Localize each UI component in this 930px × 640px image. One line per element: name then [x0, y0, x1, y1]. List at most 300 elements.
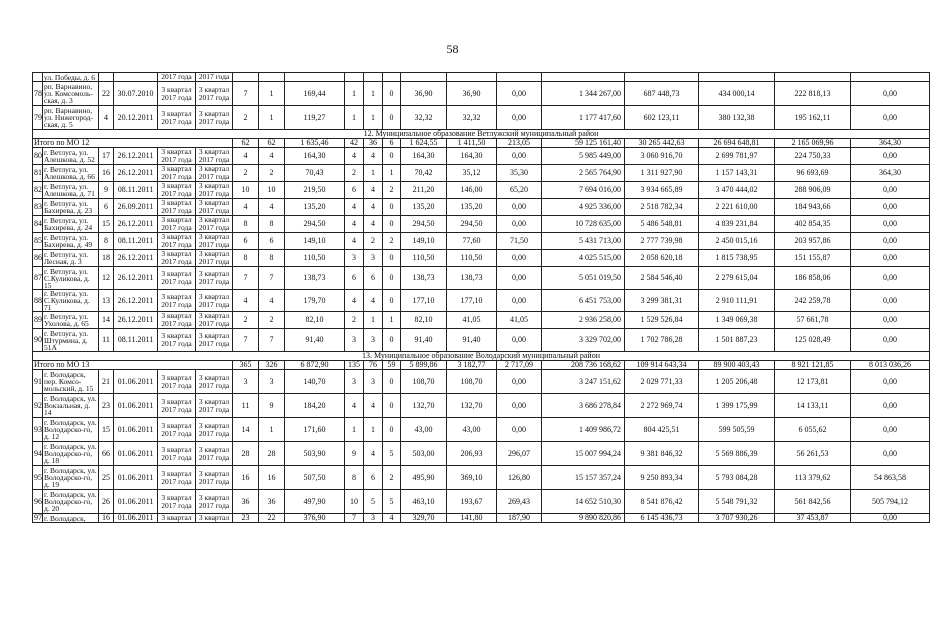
cell-p3: 0	[383, 148, 401, 165]
cell-c2: 36	[259, 490, 285, 514]
cell-s5: 0,00	[851, 267, 930, 290]
cell-s2: 9 250 893,34	[625, 466, 699, 490]
cell-c1: 10	[233, 182, 259, 199]
cell-c1: 2	[233, 106, 259, 130]
cell-addr: г. Ветлуга, ул. С.Куликова, д. 71	[43, 290, 99, 312]
cell-s5: 0,00	[851, 106, 930, 130]
cell-addr: г. Ветлуга, ул. Лесная, д. 3	[43, 250, 99, 267]
cell-empty	[401, 73, 447, 82]
cell-k: 9	[99, 182, 114, 199]
resettlement-table	[32, 72, 930, 523]
cell-s5: 0,00	[851, 514, 930, 523]
cell-s3: 2 699 781,97	[699, 148, 775, 165]
total-c1: 365	[233, 361, 259, 370]
cell-p3: 2	[383, 233, 401, 250]
cell-p1: 3	[345, 250, 364, 267]
cell-s1: 5 431 713,00	[542, 233, 625, 250]
cell-s3: 1 815 738,95	[699, 250, 775, 267]
cell-p2: 1	[364, 106, 383, 130]
cell-p2: 2	[364, 233, 383, 250]
cell-n: 97	[34, 513, 42, 522]
cell-a1: 169,44	[285, 82, 345, 106]
cell-n: 95	[33, 466, 43, 490]
table-row	[33, 418, 930, 442]
cell-n: 82	[33, 182, 43, 199]
table-row	[33, 329, 930, 352]
cell-a3: 41,05	[447, 312, 497, 329]
cell-empty	[775, 73, 851, 82]
table-row	[33, 250, 930, 267]
cell-p1: 6	[345, 182, 364, 199]
cell-k	[99, 73, 114, 82]
cell-s4: 125 028,49	[775, 329, 851, 352]
cell-addr: г. Ветлуга, ул. С.Куликова, д. 15	[43, 267, 99, 290]
cell-s3: 4 839 231,84	[699, 216, 775, 233]
cell-s1: 7 694 016,00	[542, 182, 625, 199]
cell-q1: 3 квартал 2017 года	[158, 233, 196, 250]
cell-q2: 3 квартал 2017 года	[196, 394, 233, 418]
cell-a2: 110,50	[401, 250, 447, 267]
cell-q2: 3 квартал 2017 года	[196, 490, 233, 514]
cell-n: 94	[33, 442, 43, 466]
cell-s1: 1 409 986,72	[542, 418, 625, 442]
cell-c1: 11	[233, 394, 259, 418]
cell-date: 01.06.2011	[114, 466, 158, 490]
cell-n: 80	[33, 148, 43, 165]
cell-s5: 0,00	[851, 394, 930, 418]
total-p3: 59	[383, 361, 401, 370]
cell-q1: 3 квартал 2017 года	[158, 466, 196, 490]
cell-n	[33, 73, 43, 82]
cell-addr: г. Володарск, ул. Володарско-го, д. 18	[44, 442, 97, 465]
cell-q1: 3 квартал 2017 года	[158, 199, 196, 216]
cell-a4: 0,00	[497, 418, 542, 442]
table-row	[33, 73, 930, 82]
total-a4: 213,05	[497, 139, 542, 148]
cell-a3: 135,20	[447, 199, 497, 216]
cell-c2: 3	[259, 370, 285, 394]
cell-p1: 1	[345, 418, 364, 442]
cell-p2: 3	[364, 329, 383, 352]
cell-a4: 0,00	[497, 199, 542, 216]
cell-s4: 37 453,87	[775, 514, 851, 523]
cell-q2: 3 квартал 2017 года	[196, 329, 233, 352]
cell-k: 4	[99, 106, 114, 130]
cell-p1: 3	[345, 329, 364, 352]
cell-p2: 6	[364, 466, 383, 490]
cell-p2: 4	[364, 290, 383, 312]
cell-date: 26.12.2011	[114, 250, 158, 267]
cell-q2: 3 квартал 2017 года	[196, 290, 233, 312]
cell-c1: 4	[233, 199, 259, 216]
cell-n: 85	[33, 233, 43, 250]
cell-a1: 138,73	[285, 267, 345, 290]
cell-s4: 288 906,09	[775, 182, 851, 199]
cell-p2: 3	[364, 250, 383, 267]
cell-s2: 2 058 620,18	[625, 250, 699, 267]
cell-k: 25	[99, 466, 114, 490]
cell-c2: 2	[259, 165, 285, 182]
cell-s1: 1 344 267,00	[542, 82, 625, 106]
cell-c1: 7	[233, 82, 259, 106]
cell-n: 81	[33, 165, 43, 182]
cell-q1: 3 квартал 2017 года	[158, 490, 196, 514]
cell-empty	[345, 73, 364, 82]
cell-s5: 54 863,58	[851, 466, 930, 490]
cell-s3: 5 793 084,28	[699, 466, 775, 490]
cell-c1: 16	[233, 466, 259, 490]
cell-c1: 7	[233, 329, 259, 352]
cell-a2: 32,32	[401, 106, 447, 130]
total-s2: 109 914 643,34	[625, 361, 699, 370]
cell-q1: 3 квартал 2017 года	[158, 329, 196, 352]
cell-date: 01.06.2011	[114, 394, 158, 418]
cell-s2: 3 060 916,70	[625, 148, 699, 165]
cell-a3: 141,80	[447, 514, 497, 523]
cell-s2: 8 541 876,42	[625, 490, 699, 514]
cell-addr: г. Ветлуга, ул. Алешкова, д. 71	[43, 182, 99, 199]
table-row	[33, 312, 930, 329]
cell-addr: г. Володарск, ул. Володарско-го, д. 19	[44, 466, 97, 489]
cell-addr: г. Володарск, ул. Вокзальная, д. 14	[44, 394, 97, 417]
cell-date: 26.12.2011	[114, 216, 158, 233]
cell-k: 8	[99, 233, 114, 250]
total-a3: 3 182,77	[447, 361, 497, 370]
total-p1: 135	[345, 361, 364, 370]
cell-addr: г. Ветлуга, ул. Алешкова, д. 52	[43, 148, 99, 165]
cell-p3: 5	[383, 490, 401, 514]
cell-empty	[383, 73, 401, 82]
cell-s4: 56 261,53	[775, 442, 851, 466]
cell-p3: 0	[383, 199, 401, 216]
total-s5: 8 013 036,26	[851, 361, 930, 370]
cell-p3: 0	[383, 290, 401, 312]
cell-q1: 3 квартал 2017 года	[158, 106, 196, 130]
table-row	[33, 148, 930, 165]
cell-s5: 505 794,12	[851, 490, 930, 514]
cell-a4: 0,00	[497, 106, 542, 130]
cell-s2: 9 381 846,32	[625, 442, 699, 466]
cell-s2: 1 311 927,90	[625, 165, 699, 182]
cell-c1: 36	[233, 490, 259, 514]
cell-c1: 7	[233, 267, 259, 290]
cell-p1: 4	[345, 394, 364, 418]
cell-c2: 10	[259, 182, 285, 199]
cell-a2: 70,42	[401, 165, 447, 182]
cell-s2: 2 029 771,33	[625, 370, 699, 394]
cell-s2: 602 123,11	[625, 106, 699, 130]
cell-n: 87	[33, 267, 43, 290]
cell-a2: 132,70	[401, 394, 447, 418]
total-p2: 76	[364, 361, 383, 370]
cell-s1: 6 451 753,00	[542, 290, 625, 312]
cell-p3: 2	[383, 466, 401, 490]
total-a2: 5 899,86	[401, 361, 447, 370]
cell-s4: 561 842,56	[775, 490, 851, 514]
cell-s2: 1 702 786,28	[625, 329, 699, 352]
cell-s3: 380 132,38	[699, 106, 775, 130]
cell-a1: 140,70	[285, 370, 345, 394]
cell-s4: 6 055,62	[775, 418, 851, 442]
cell-c2: 1	[259, 106, 285, 130]
table-row	[33, 182, 930, 199]
table-row	[33, 233, 930, 250]
cell-date: 08.11.2011	[114, 233, 158, 250]
cell-k: 21	[99, 370, 114, 394]
cell-addr: г. Володарск, пер. Комсо-мольский, д. 15	[43, 370, 99, 394]
cell-date: 26.12.2011	[114, 148, 158, 165]
cell-k: 13	[99, 290, 114, 312]
cell-k: 23	[99, 394, 114, 418]
cell-s5: 0,00	[851, 216, 930, 233]
cell-s1: 3 686 278,84	[542, 394, 625, 418]
cell-s4: 57 661,78	[775, 312, 851, 329]
cell-s4: 113 379,62	[775, 466, 851, 490]
cell-a4: 0,00	[497, 290, 542, 312]
cell-q2: 3 квартал 2017 года	[196, 148, 233, 165]
cell-a1: 503,90	[285, 442, 345, 466]
cell-p2: 1	[364, 418, 383, 442]
cell-p3: 0	[383, 267, 401, 290]
cell-s2: 5 486 548,81	[625, 216, 699, 233]
cell-date: 20.12.2011	[114, 106, 158, 130]
cell-s5: 0,00	[851, 312, 930, 329]
total-a2: 1 624,55	[401, 139, 447, 148]
cell-c2: 4	[259, 199, 285, 216]
cell-addr: ул. Победы, д. 6	[43, 73, 99, 82]
cell-s4: 184 943,66	[775, 199, 851, 216]
cell-s4: 402 854,35	[775, 216, 851, 233]
table-row	[33, 216, 930, 233]
cell-q2: 3 квартал 2017 года	[196, 250, 233, 267]
total-a4: 2 717,09	[497, 361, 542, 370]
cell-empty	[285, 73, 345, 82]
cell-c2: 9	[259, 394, 285, 418]
total-a1: 1 635,46	[285, 139, 345, 148]
total-s4: 2 165 069,96	[775, 139, 851, 148]
cell-a1: 294,50	[285, 216, 345, 233]
cell-s3: 1 399 175,99	[699, 394, 775, 418]
cell-a2: 108,70	[401, 370, 447, 394]
cell-s1: 5 985 449,00	[542, 148, 625, 165]
cell-q2: 2017 года	[196, 73, 233, 82]
cell-a3: 35,12	[447, 165, 497, 182]
cell-addr: рп. Варнавино, ул. Нижегород-ская, д. 5	[43, 106, 99, 130]
cell-a2: 135,20	[401, 199, 447, 216]
cell-date: 01.06.2011	[114, 418, 158, 442]
cell-n: 96	[33, 490, 43, 514]
cell-p2: 4	[364, 182, 383, 199]
cell-s4: 222 818,13	[775, 82, 851, 106]
cell-date: 08.11.2011	[114, 182, 158, 199]
cell-s1: 1 177 417,60	[542, 106, 625, 130]
cell-k: 11	[99, 329, 114, 352]
cell-s1: 4 025 515,00	[542, 250, 625, 267]
total-s5: 364,30	[851, 139, 930, 148]
cell-p1: 8	[345, 466, 364, 490]
table-row	[33, 199, 930, 216]
cell-s3: 5 569 886,39	[699, 442, 775, 466]
cell-a3: 108,70	[447, 370, 497, 394]
cell-s1: 15 157 357,24	[542, 466, 625, 490]
total-c1: 62	[233, 139, 259, 148]
cell-s3: 2 450 015,16	[699, 233, 775, 250]
cell-q2: 3 квартал 2017 года	[196, 199, 233, 216]
cell-c2: 2	[259, 312, 285, 329]
page-number: 58	[446, 42, 459, 56]
cell-s2: 2 272 969,74	[625, 394, 699, 418]
cell-s4: 151 155,87	[775, 250, 851, 267]
total-a3: 1 411,50	[447, 139, 497, 148]
cell-q1: 3 квартал 2017 года	[158, 370, 196, 394]
table-row	[33, 490, 930, 514]
cell-p1: 1	[345, 106, 364, 130]
cell-s4: 12 173,81	[775, 370, 851, 394]
cell-a1: 119,27	[285, 106, 345, 130]
cell-s4: 224 750,33	[775, 148, 851, 165]
cell-p1: 4	[345, 199, 364, 216]
table-row	[33, 394, 930, 418]
cell-q1: 3 квартал 2017 года	[158, 394, 196, 418]
cell-a1: 171,60	[285, 418, 345, 442]
table-row	[33, 82, 930, 106]
cell-p1: 4	[345, 233, 364, 250]
cell-q2: 3 квартал 2017 года	[196, 466, 233, 490]
cell-c2: 6	[259, 233, 285, 250]
cell-p2: 1	[364, 165, 383, 182]
cell-a2: 177,10	[401, 290, 447, 312]
cell-a4: 65,20	[497, 182, 542, 199]
cell-a3: 32,32	[447, 106, 497, 130]
cell-empty	[233, 73, 259, 82]
cell-c1: 14	[233, 418, 259, 442]
cell-a2: 495,90	[401, 466, 447, 490]
cell-a2: 329,70	[401, 514, 447, 523]
cell-a1: 219,50	[285, 182, 345, 199]
cell-p3: 0	[383, 250, 401, 267]
cell-q1: 3 квартал 2017 года	[158, 312, 196, 329]
cell-s3: 434 000,14	[699, 82, 775, 106]
cell-c2: 8	[259, 250, 285, 267]
total-s1: 208 736 168,62	[542, 361, 625, 370]
cell-s1: 4 925 336,00	[542, 199, 625, 216]
cell-a2: 138,73	[401, 267, 447, 290]
cell-s1: 14 652 510,30	[542, 490, 625, 514]
cell-s3: 2 910 111,91	[699, 290, 775, 312]
cell-a4: 0,00	[497, 267, 542, 290]
cell-p3: 4	[383, 514, 401, 523]
cell-s3: 3 707 930,26	[699, 514, 775, 523]
cell-s3: 2 221 610,00	[699, 199, 775, 216]
cell-s5: 0,00	[851, 442, 930, 466]
cell-a3: 110,50	[447, 250, 497, 267]
cell-p3: 0	[383, 394, 401, 418]
cell-s3: 5 548 791,32	[699, 490, 775, 514]
cell-a1: 135,20	[285, 199, 345, 216]
cell-s3: 2 279 615,04	[699, 267, 775, 290]
cell-p3: 0	[383, 216, 401, 233]
cell-c1: 2	[233, 165, 259, 182]
cell-p1: 9	[345, 442, 364, 466]
cell-q1: 3 квартал	[158, 514, 196, 523]
cell-date: 26.12.2011	[114, 312, 158, 329]
cell-a2: 463,10	[401, 490, 447, 514]
cell-p2: 4	[364, 216, 383, 233]
cell-date: 08.11.2011	[114, 329, 158, 352]
cell-a4: 0,00	[497, 329, 542, 352]
cell-a4: 0,00	[497, 394, 542, 418]
cell-s3: 599 505,59	[699, 418, 775, 442]
cell-n: 78	[33, 82, 43, 106]
cell-a1: 110,50	[285, 250, 345, 267]
cell-s5: 0,00	[851, 148, 930, 165]
cell-n: 92	[33, 394, 43, 418]
cell-q2: 3 квартал 2017 года	[196, 267, 233, 290]
cell-a1: 91,40	[285, 329, 345, 352]
cell-s1: 9 890 820,86	[542, 514, 625, 523]
table-row	[33, 442, 930, 466]
cell-q1: 3 квартал 2017 года	[158, 82, 196, 106]
cell-date: 01.06.2011	[114, 514, 158, 523]
cell-a3: 146,00	[447, 182, 497, 199]
cell-q1: 2017 года	[158, 73, 196, 82]
cell-s3: 1 157 143,31	[699, 165, 775, 182]
cell-c1: 2	[233, 312, 259, 329]
cell-a4: 0,00	[497, 148, 542, 165]
cell-a3: 193,67	[447, 490, 497, 514]
cell-a3: 369,10	[447, 466, 497, 490]
cell-p1: 6	[345, 267, 364, 290]
cell-date: 30.07.2010	[114, 82, 158, 106]
cell-a1: 70,43	[285, 165, 345, 182]
cell-q2: 3 квартал 2017 года	[196, 106, 233, 130]
cell-q2: 3 квартал 2017 года	[196, 442, 233, 466]
cell-s2: 3 934 665,89	[625, 182, 699, 199]
cell-s5: 0,00	[851, 182, 930, 199]
cell-k: 6	[99, 199, 114, 216]
total-row	[33, 361, 930, 370]
total-p1: 42	[345, 139, 364, 148]
cell-s5: 0,00	[851, 250, 930, 267]
total-s4: 8 921 121,85	[775, 361, 851, 370]
cell-s5: 364,30	[851, 165, 930, 182]
cell-q1: 3 квартал 2017 года	[158, 442, 196, 466]
cell-c1: 28	[233, 442, 259, 466]
cell-a4: 187,90	[497, 514, 542, 523]
cell-s1: 3 329 702,00	[542, 329, 625, 352]
cell-k: 15	[99, 418, 114, 442]
cell-a4: 269,43	[497, 490, 542, 514]
cell-c1: 6	[233, 233, 259, 250]
cell-empty	[497, 73, 542, 82]
cell-p3: 0	[383, 82, 401, 106]
cell-addr: г. Ветлуга, ул. Штурмина, д. 51А	[43, 329, 99, 352]
cell-q2: 3 квартал 2017 года	[196, 233, 233, 250]
cell-a3: 294,50	[447, 216, 497, 233]
cell-s4: 203 957,86	[775, 233, 851, 250]
cell-s1: 10 728 635,00	[542, 216, 625, 233]
cell-a3: 164,30	[447, 148, 497, 165]
total-s2: 30 265 442,63	[625, 139, 699, 148]
cell-q2: 3 квартал 2017 года	[196, 182, 233, 199]
cell-s3: 1 501 887,23	[699, 329, 775, 352]
cell-addr: г. Ветлуга, ул. Ухолова, д. 65	[43, 312, 99, 329]
cell-a1: 164,30	[285, 148, 345, 165]
cell-c2: 4	[259, 148, 285, 165]
cell-q2: 3 квартал 2017 года	[196, 418, 233, 442]
total-c2: 62	[259, 139, 285, 148]
cell-q1: 3 квартал 2017 года	[158, 148, 196, 165]
